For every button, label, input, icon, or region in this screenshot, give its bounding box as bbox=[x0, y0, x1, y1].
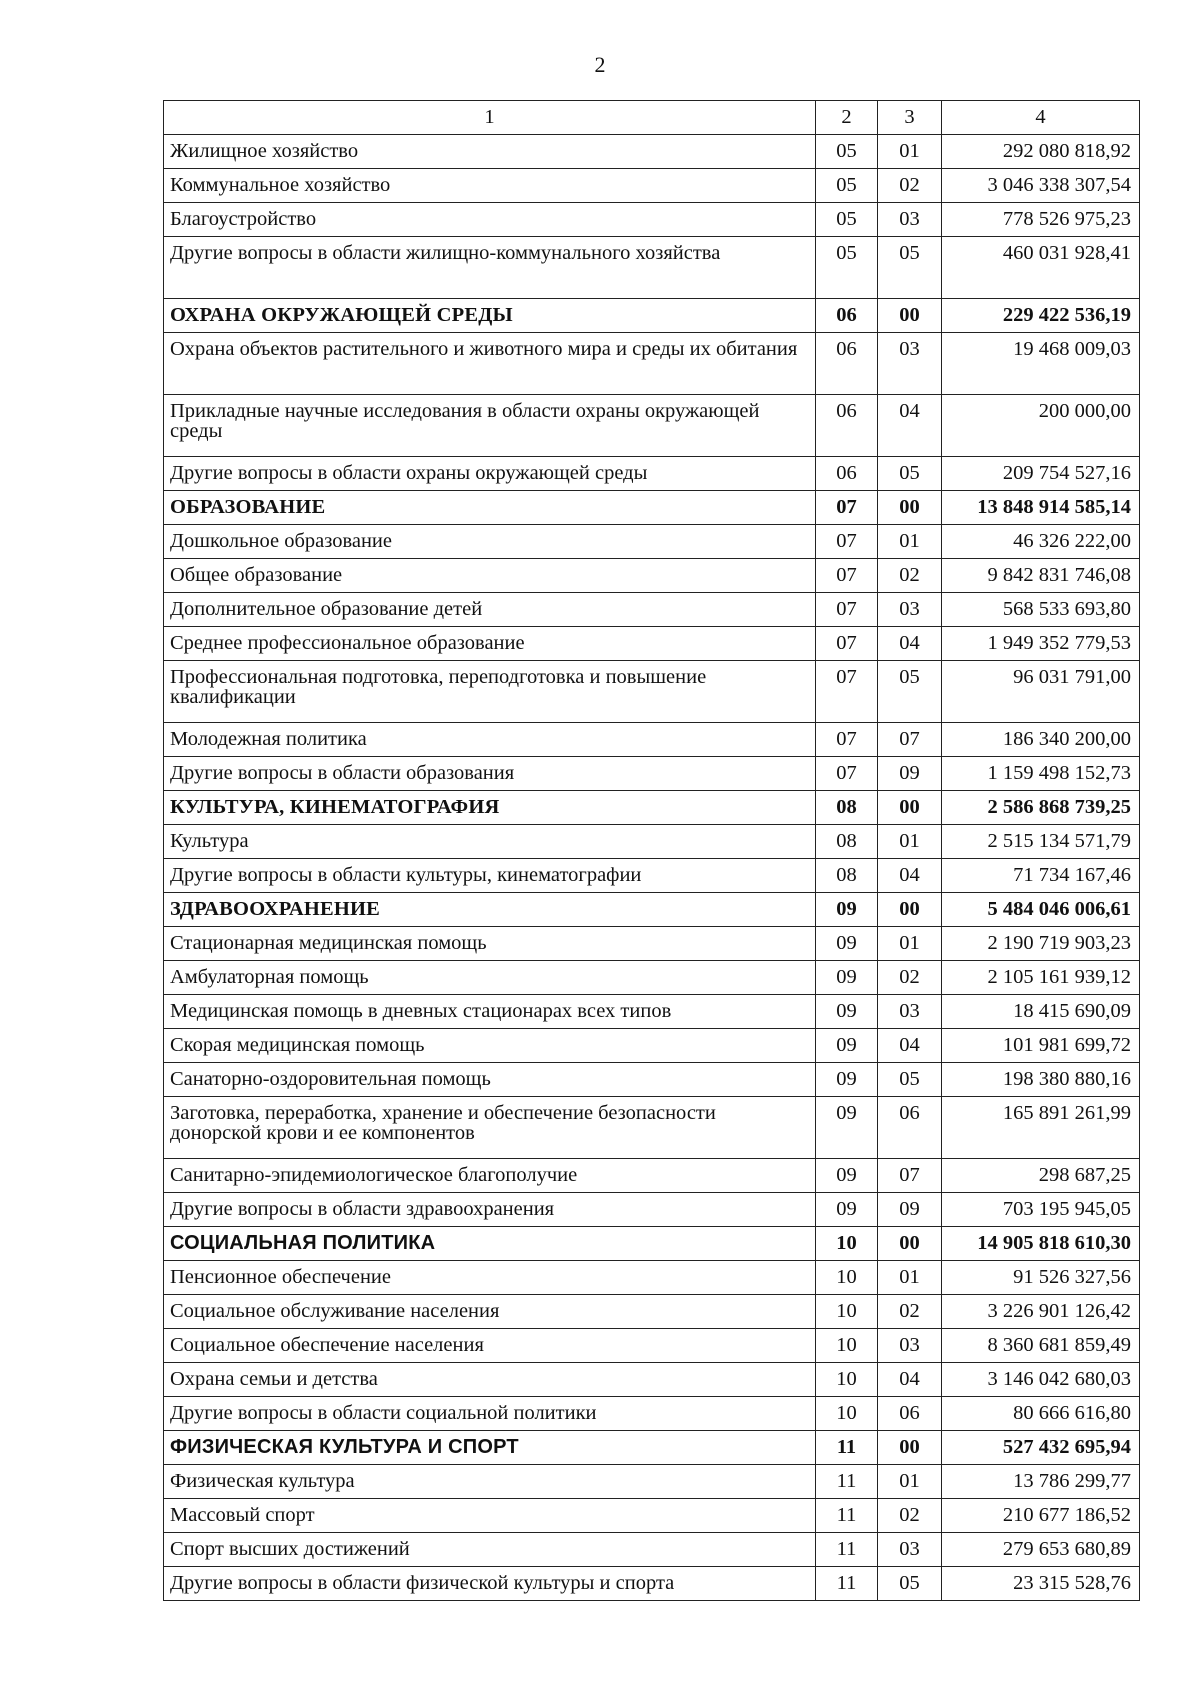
row-subsection-code-cell: 03 bbox=[878, 995, 942, 1029]
row-name-cell: Массовый спорт bbox=[164, 1499, 816, 1533]
row-section-code-cell: 07 bbox=[816, 525, 878, 559]
table-row bbox=[164, 1261, 1140, 1295]
row-subsection-code-cell: 02 bbox=[878, 559, 942, 593]
row-section-code-cell: 10 bbox=[816, 1363, 878, 1397]
table-row bbox=[164, 1029, 1140, 1063]
row-subsection-code-cell: 00 bbox=[878, 893, 942, 927]
row-subsection-code-cell: 00 bbox=[878, 1431, 942, 1465]
row-section-code-cell: 06 bbox=[816, 395, 878, 457]
table-row bbox=[164, 559, 1140, 593]
row-subsection-code-cell: 07 bbox=[878, 723, 942, 757]
row-subsection-code-cell: 09 bbox=[878, 1193, 942, 1227]
column-header-subsection: 3 bbox=[878, 101, 942, 135]
table-row bbox=[164, 1465, 1140, 1499]
row-amount-cell: 96 031 791,00 bbox=[942, 661, 1140, 723]
row-subsection-code-cell: 05 bbox=[878, 1567, 942, 1601]
row-section-code-cell: 11 bbox=[816, 1533, 878, 1567]
row-name-cell: Дошкольное образование bbox=[164, 525, 816, 559]
table-row bbox=[164, 1159, 1140, 1193]
row-section-code-cell: 07 bbox=[816, 491, 878, 525]
column-header-section: 2 bbox=[816, 101, 878, 135]
row-section-code-cell: 11 bbox=[816, 1465, 878, 1499]
table-row bbox=[164, 1363, 1140, 1397]
row-amount-cell: 46 326 222,00 bbox=[942, 525, 1140, 559]
row-subsection-code-cell: 05 bbox=[878, 1063, 942, 1097]
row-section-code-cell: 07 bbox=[816, 593, 878, 627]
row-section-code-cell: 11 bbox=[816, 1431, 878, 1465]
row-name-cell: Среднее профессиональное образование bbox=[164, 627, 816, 661]
section-row bbox=[164, 1227, 1140, 1261]
row-section-code-cell: 05 bbox=[816, 169, 878, 203]
row-section-code-cell: 09 bbox=[816, 995, 878, 1029]
row-subsection-code-cell: 04 bbox=[878, 859, 942, 893]
row-name-cell: Другие вопросы в области культуры, кинематографии bbox=[164, 859, 816, 893]
row-section-code-cell: 08 bbox=[816, 825, 878, 859]
row-amount-cell: 186 340 200,00 bbox=[942, 723, 1140, 757]
row-amount-cell: 279 653 680,89 bbox=[942, 1533, 1140, 1567]
row-name-cell: Медицинская помощь в дневных стационарах всех типов bbox=[164, 995, 816, 1029]
column-header-name: 1 bbox=[164, 101, 816, 135]
table-row bbox=[164, 723, 1140, 757]
row-subsection-code-cell: 06 bbox=[878, 1097, 942, 1159]
row-amount-cell: 200 000,00 bbox=[942, 395, 1140, 457]
table-row bbox=[164, 1499, 1140, 1533]
row-name-cell: ФИЗИЧЕСКАЯ КУЛЬТУРА И СПОРТ bbox=[164, 1431, 816, 1465]
table-row bbox=[164, 237, 1140, 299]
row-section-code-cell: 10 bbox=[816, 1397, 878, 1431]
table-row bbox=[164, 757, 1140, 791]
section-row bbox=[164, 491, 1140, 525]
row-amount-cell: 165 891 261,99 bbox=[942, 1097, 1140, 1159]
row-name-cell: Другие вопросы в области образования bbox=[164, 757, 816, 791]
table-row bbox=[164, 169, 1140, 203]
row-subsection-code-cell: 01 bbox=[878, 1261, 942, 1295]
table-row bbox=[164, 593, 1140, 627]
row-subsection-code-cell: 05 bbox=[878, 457, 942, 491]
row-section-code-cell: 06 bbox=[816, 457, 878, 491]
row-section-code-cell: 08 bbox=[816, 859, 878, 893]
row-section-code-cell: 09 bbox=[816, 1159, 878, 1193]
row-subsection-code-cell: 01 bbox=[878, 927, 942, 961]
row-section-code-cell: 09 bbox=[816, 1063, 878, 1097]
row-amount-cell: 13 786 299,77 bbox=[942, 1465, 1140, 1499]
row-amount-cell: 229 422 536,19 bbox=[942, 299, 1140, 333]
row-name-cell: Жилищное хозяйство bbox=[164, 135, 816, 169]
budget-table bbox=[163, 100, 1140, 1601]
row-subsection-code-cell: 04 bbox=[878, 395, 942, 457]
row-name-cell: ОХРАНА ОКРУЖАЮЩЕЙ СРЕДЫ bbox=[164, 299, 816, 333]
row-section-code-cell: 09 bbox=[816, 961, 878, 995]
row-section-code-cell: 07 bbox=[816, 723, 878, 757]
table-row bbox=[164, 1097, 1140, 1159]
row-amount-cell: 18 415 690,09 bbox=[942, 995, 1140, 1029]
row-amount-cell: 5 484 046 006,61 bbox=[942, 893, 1140, 927]
row-subsection-code-cell: 04 bbox=[878, 627, 942, 661]
row-subsection-code-cell: 03 bbox=[878, 333, 942, 395]
row-subsection-code-cell: 05 bbox=[878, 661, 942, 723]
row-amount-cell: 14 905 818 610,30 bbox=[942, 1227, 1140, 1261]
row-amount-cell: 460 031 928,41 bbox=[942, 237, 1140, 299]
row-section-code-cell: 06 bbox=[816, 333, 878, 395]
row-amount-cell: 3 146 042 680,03 bbox=[942, 1363, 1140, 1397]
row-section-code-cell: 06 bbox=[816, 299, 878, 333]
row-section-code-cell: 10 bbox=[816, 1227, 878, 1261]
row-amount-cell: 80 666 616,80 bbox=[942, 1397, 1140, 1431]
row-amount-cell: 2 190 719 903,23 bbox=[942, 927, 1140, 961]
row-amount-cell: 9 842 831 746,08 bbox=[942, 559, 1140, 593]
section-row bbox=[164, 791, 1140, 825]
row-subsection-code-cell: 03 bbox=[878, 203, 942, 237]
row-name-cell: Другие вопросы в области охраны окружающей среды bbox=[164, 457, 816, 491]
row-subsection-code-cell: 00 bbox=[878, 791, 942, 825]
section-row bbox=[164, 1431, 1140, 1465]
row-name-cell: Социальное обеспечение населения bbox=[164, 1329, 816, 1363]
row-section-code-cell: 09 bbox=[816, 1029, 878, 1063]
row-amount-cell: 71 734 167,46 bbox=[942, 859, 1140, 893]
row-amount-cell: 298 687,25 bbox=[942, 1159, 1140, 1193]
column-header-amount: 4 bbox=[942, 101, 1140, 135]
row-name-cell: Санитарно-эпидемиологическое благополучие bbox=[164, 1159, 816, 1193]
row-subsection-code-cell: 04 bbox=[878, 1363, 942, 1397]
row-name-cell: Социальное обслуживание населения bbox=[164, 1295, 816, 1329]
section-row bbox=[164, 893, 1140, 927]
row-name-cell: Культура bbox=[164, 825, 816, 859]
table-row bbox=[164, 825, 1140, 859]
row-name-cell: Физическая культура bbox=[164, 1465, 816, 1499]
row-amount-cell: 19 468 009,03 bbox=[942, 333, 1140, 395]
row-name-cell: Молодежная политика bbox=[164, 723, 816, 757]
table-row bbox=[164, 627, 1140, 661]
row-section-code-cell: 07 bbox=[816, 559, 878, 593]
table-row bbox=[164, 1567, 1140, 1601]
table-row bbox=[164, 927, 1140, 961]
page-number: 2 bbox=[594, 52, 606, 77]
row-section-code-cell: 05 bbox=[816, 135, 878, 169]
row-amount-cell: 3 226 901 126,42 bbox=[942, 1295, 1140, 1329]
row-name-cell: Спорт высших достижений bbox=[164, 1533, 816, 1567]
table-row bbox=[164, 1533, 1140, 1567]
table-row bbox=[164, 1295, 1140, 1329]
row-amount-cell: 1 949 352 779,53 bbox=[942, 627, 1140, 661]
row-amount-cell: 568 533 693,80 bbox=[942, 593, 1140, 627]
row-section-code-cell: 07 bbox=[816, 661, 878, 723]
row-amount-cell: 2 105 161 939,12 bbox=[942, 961, 1140, 995]
row-name-cell: Другие вопросы в области физической культуры и спорта bbox=[164, 1567, 816, 1601]
row-section-code-cell: 10 bbox=[816, 1261, 878, 1295]
row-name-cell: Охрана объектов растительного и животного мира и среды их обитания bbox=[164, 333, 816, 395]
row-subsection-code-cell: 01 bbox=[878, 1465, 942, 1499]
row-section-code-cell: 05 bbox=[816, 203, 878, 237]
row-amount-cell: 209 754 527,16 bbox=[942, 457, 1140, 491]
row-name-cell: Общее образование bbox=[164, 559, 816, 593]
row-name-cell: Санаторно-оздоровительная помощь bbox=[164, 1063, 816, 1097]
table-row bbox=[164, 203, 1140, 237]
table-row bbox=[164, 457, 1140, 491]
row-amount-cell: 527 432 695,94 bbox=[942, 1431, 1140, 1465]
row-amount-cell: 198 380 880,16 bbox=[942, 1063, 1140, 1097]
table-row bbox=[164, 661, 1140, 723]
table-row bbox=[164, 135, 1140, 169]
row-name-cell: ОБРАЗОВАНИЕ bbox=[164, 491, 816, 525]
row-name-cell: Профессиональная подготовка, переподготовка и повышение квалификации bbox=[164, 661, 816, 723]
table-row bbox=[164, 1397, 1140, 1431]
row-amount-cell: 23 315 528,76 bbox=[942, 1567, 1140, 1601]
row-name-cell: Охрана семьи и детства bbox=[164, 1363, 816, 1397]
row-amount-cell: 1 159 498 152,73 bbox=[942, 757, 1140, 791]
row-subsection-code-cell: 02 bbox=[878, 1499, 942, 1533]
row-amount-cell: 91 526 327,56 bbox=[942, 1261, 1140, 1295]
section-row bbox=[164, 299, 1140, 333]
row-subsection-code-cell: 03 bbox=[878, 593, 942, 627]
row-amount-cell: 2 515 134 571,79 bbox=[942, 825, 1140, 859]
table-row bbox=[164, 525, 1140, 559]
row-name-cell: Стационарная медицинская помощь bbox=[164, 927, 816, 961]
row-subsection-code-cell: 09 bbox=[878, 757, 942, 791]
row-name-cell: Коммунальное хозяйство bbox=[164, 169, 816, 203]
row-subsection-code-cell: 00 bbox=[878, 1227, 942, 1261]
row-subsection-code-cell: 07 bbox=[878, 1159, 942, 1193]
row-amount-cell: 703 195 945,05 bbox=[942, 1193, 1140, 1227]
table-row bbox=[164, 333, 1140, 395]
row-subsection-code-cell: 01 bbox=[878, 825, 942, 859]
row-amount-cell: 2 586 868 739,25 bbox=[942, 791, 1140, 825]
row-amount-cell: 8 360 681 859,49 bbox=[942, 1329, 1140, 1363]
row-section-code-cell: 08 bbox=[816, 791, 878, 825]
row-amount-cell: 13 848 914 585,14 bbox=[942, 491, 1140, 525]
row-subsection-code-cell: 02 bbox=[878, 961, 942, 995]
table-row bbox=[164, 1193, 1140, 1227]
row-amount-cell: 292 080 818,92 bbox=[942, 135, 1140, 169]
table-row bbox=[164, 1329, 1140, 1363]
row-name-cell: Другие вопросы в области социальной политики bbox=[164, 1397, 816, 1431]
row-name-cell: КУЛЬТУРА, КИНЕМАТОГРАФИЯ bbox=[164, 791, 816, 825]
row-subsection-code-cell: 00 bbox=[878, 491, 942, 525]
row-section-code-cell: 07 bbox=[816, 627, 878, 661]
row-subsection-code-cell: 01 bbox=[878, 525, 942, 559]
row-name-cell: ЗДРАВООХРАНЕНИЕ bbox=[164, 893, 816, 927]
table-row bbox=[164, 395, 1140, 457]
row-name-cell: Другие вопросы в области здравоохранения bbox=[164, 1193, 816, 1227]
row-section-code-cell: 11 bbox=[816, 1499, 878, 1533]
row-subsection-code-cell: 03 bbox=[878, 1329, 942, 1363]
row-section-code-cell: 10 bbox=[816, 1295, 878, 1329]
row-amount-cell: 210 677 186,52 bbox=[942, 1499, 1140, 1533]
table-row bbox=[164, 961, 1140, 995]
row-section-code-cell: 07 bbox=[816, 757, 878, 791]
row-subsection-code-cell: 00 bbox=[878, 299, 942, 333]
row-name-cell: Заготовка, переработка, хранение и обеспечение безопасности донорской крови и ее компонентов bbox=[164, 1097, 816, 1159]
row-section-code-cell: 09 bbox=[816, 927, 878, 961]
table-header-row bbox=[164, 101, 1140, 135]
row-section-code-cell: 05 bbox=[816, 237, 878, 299]
row-section-code-cell: 09 bbox=[816, 893, 878, 927]
row-amount-cell: 101 981 699,72 bbox=[942, 1029, 1140, 1063]
row-name-cell: Прикладные научные исследования в области охраны окружающей среды bbox=[164, 395, 816, 457]
row-name-cell: СОЦИАЛЬНАЯ ПОЛИТИКА bbox=[164, 1227, 816, 1261]
row-subsection-code-cell: 04 bbox=[878, 1029, 942, 1063]
row-name-cell: Другие вопросы в области жилищно-коммунального хозяйства bbox=[164, 237, 816, 299]
row-section-code-cell: 11 bbox=[816, 1567, 878, 1601]
row-subsection-code-cell: 06 bbox=[878, 1397, 942, 1431]
table-row bbox=[164, 1063, 1140, 1097]
row-name-cell: Скорая медицинская помощь bbox=[164, 1029, 816, 1063]
row-subsection-code-cell: 02 bbox=[878, 1295, 942, 1329]
row-name-cell: Дополнительное образование детей bbox=[164, 593, 816, 627]
row-subsection-code-cell: 02 bbox=[878, 169, 942, 203]
row-subsection-code-cell: 01 bbox=[878, 135, 942, 169]
row-section-code-cell: 09 bbox=[816, 1193, 878, 1227]
row-subsection-code-cell: 03 bbox=[878, 1533, 942, 1567]
row-amount-cell: 3 046 338 307,54 bbox=[942, 169, 1140, 203]
row-subsection-code-cell: 05 bbox=[878, 237, 942, 299]
row-section-code-cell: 09 bbox=[816, 1097, 878, 1159]
table-row bbox=[164, 859, 1140, 893]
row-name-cell: Амбулаторная помощь bbox=[164, 961, 816, 995]
row-amount-cell: 778 526 975,23 bbox=[942, 203, 1140, 237]
row-section-code-cell: 10 bbox=[816, 1329, 878, 1363]
row-name-cell: Благоустройство bbox=[164, 203, 816, 237]
table-row bbox=[164, 995, 1140, 1029]
row-name-cell: Пенсионное обеспечение bbox=[164, 1261, 816, 1295]
